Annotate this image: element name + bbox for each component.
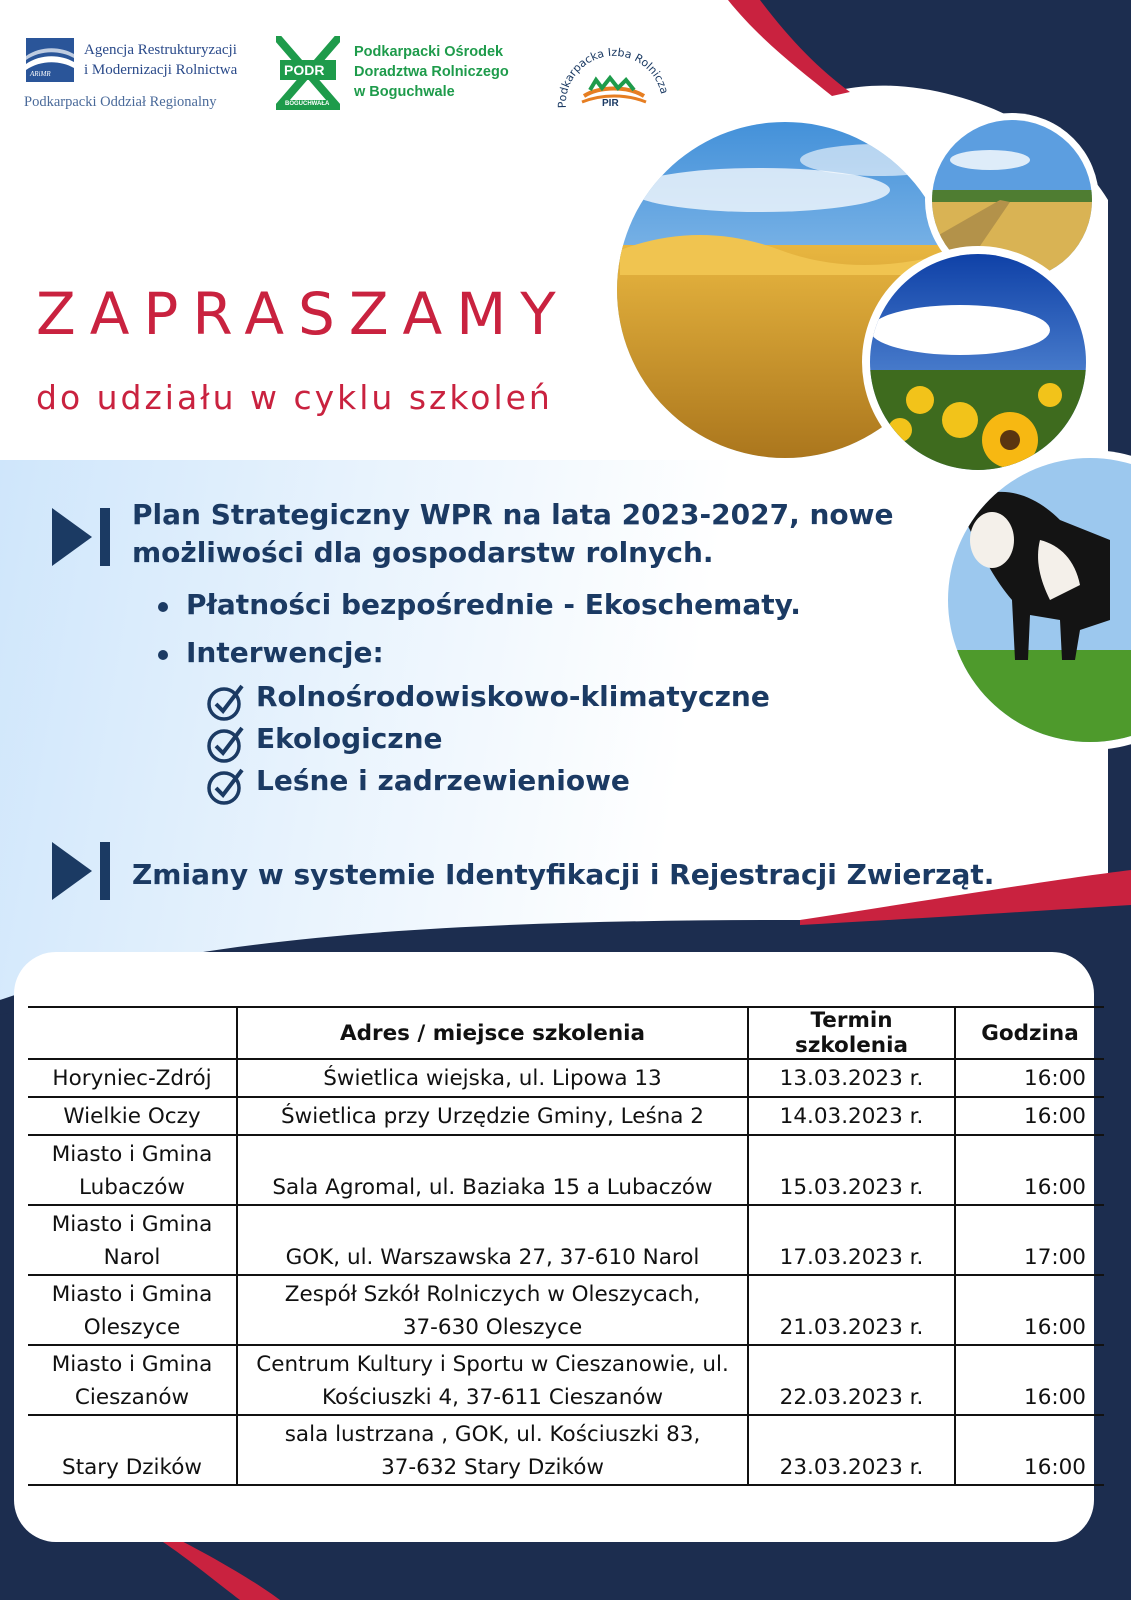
arimr-line1: Agencja Restrukturyzacji xyxy=(84,42,237,58)
pir-arc-text: Podkarpacka Izba Rolnicza xyxy=(555,45,671,109)
arimr-line2: i Modernizacji Rolnictwa xyxy=(84,62,238,78)
cell-text: Kościuszki 4, 37-611 Cieszanów xyxy=(321,1385,664,1410)
table-header-row xyxy=(28,1007,1104,1059)
podr-line3: w Boguchwale xyxy=(354,84,455,100)
check-item-2: Ekologiczne xyxy=(256,722,443,755)
header-place xyxy=(28,1007,237,1059)
cell-place xyxy=(28,1205,237,1275)
play-marker-icon xyxy=(52,842,116,900)
check-circle-icon xyxy=(206,682,246,722)
cell-address xyxy=(237,1345,748,1415)
podr-line2: Doradztwa Rolniczego xyxy=(354,64,509,80)
cell-address xyxy=(237,1415,748,1485)
schedule-table xyxy=(28,1006,1104,1486)
podr-sub: BOGUCHWAŁA xyxy=(285,101,330,107)
cell-date: 21.03.2023 r. xyxy=(748,1275,955,1345)
cell-hour: 16:00 xyxy=(955,1345,1104,1415)
check-circle-icon xyxy=(206,766,246,806)
cell-text: Miasto i Gmina xyxy=(51,1352,213,1377)
bullet-dot-icon xyxy=(158,650,168,660)
table-row xyxy=(28,1345,1104,1415)
cell-text: Wielkie Oczy xyxy=(63,1103,201,1129)
cell-text: Lubaczów xyxy=(79,1175,185,1200)
arimr-line3: Podkarpacki Oddział Regionalny xyxy=(24,94,217,110)
pir-abbr: PIR xyxy=(602,98,619,109)
cell-hour: 16:00 xyxy=(955,1097,1104,1135)
cell-text: 37-632 Stary Dzików xyxy=(381,1455,604,1480)
bullet-dot-icon xyxy=(158,602,168,612)
cell-text: Świetlica przy Urzędzie Gminy, Leśna 2 xyxy=(281,1103,704,1129)
table-row xyxy=(28,1275,1104,1345)
cell-hour: 16:00 xyxy=(955,1059,1104,1097)
page-subtitle: do udziału w cyklu szkoleń xyxy=(36,378,553,417)
cell-address xyxy=(237,1205,748,1275)
cell-place xyxy=(28,1135,237,1205)
cell-place xyxy=(28,1345,237,1415)
bullet-interventions: Interwencje: xyxy=(186,636,384,669)
cell-text: Oleszyce xyxy=(83,1315,181,1340)
cell-place xyxy=(28,1415,237,1485)
table-row xyxy=(28,1415,1104,1485)
cell-text: Centrum Kultury i Sportu w Cieszanowie, ul. xyxy=(256,1352,729,1377)
cell-text: sala lustrzana , GOK, ul. Kościuszki 83, xyxy=(284,1422,701,1447)
header-date: Termin szkolenia xyxy=(748,1007,955,1059)
play-marker-icon xyxy=(52,508,116,566)
cell-text: 37-630 Oleszyce xyxy=(402,1315,583,1340)
cell-text: Zespół Szkół Rolniczych w Oleszycach, xyxy=(284,1282,701,1307)
cell-address xyxy=(237,1097,748,1135)
cell-hour: 16:00 xyxy=(955,1415,1104,1485)
cell-date: 13.03.2023 r. xyxy=(748,1059,955,1097)
cell-text: Horyniec-Zdrój xyxy=(52,1065,212,1091)
cell-text: Miasto i Gmina xyxy=(51,1282,213,1307)
header-hour: Godzina xyxy=(955,1007,1104,1059)
cell-date: 15.03.2023 r. xyxy=(748,1135,955,1205)
cell-text: Cieszanów xyxy=(74,1385,190,1410)
cell-date: 14.03.2023 r. xyxy=(748,1097,955,1135)
podr-logo xyxy=(276,36,536,112)
cell-date: 17.03.2023 r. xyxy=(748,1205,955,1275)
cell-text: Stary Dzików xyxy=(62,1455,202,1480)
cell-date: 22.03.2023 r. xyxy=(748,1345,955,1415)
cell-text: Świetlica wiejska, ul. Lipowa 13 xyxy=(323,1065,662,1091)
page-title: ZAPRASZAMY xyxy=(36,280,570,348)
cell-address xyxy=(237,1135,748,1205)
cell-place xyxy=(28,1275,237,1345)
bullet-payments: Płatności bezpośrednie - Ekoschematy. xyxy=(186,588,801,621)
table-row xyxy=(28,1205,1104,1275)
cell-text: Miasto i Gmina xyxy=(51,1142,213,1167)
header-address: Adres / miejsce szkolenia xyxy=(237,1007,748,1059)
cell-text: Narol xyxy=(103,1245,161,1270)
topic-1 xyxy=(132,496,894,572)
topic-2 xyxy=(132,856,994,894)
pir-logo xyxy=(552,30,676,120)
table-row xyxy=(28,1097,1104,1135)
cell-place xyxy=(28,1059,237,1097)
arimr-abbr: ARiMR xyxy=(30,70,51,78)
cell-place xyxy=(28,1097,237,1135)
cell-hour: 17:00 xyxy=(955,1205,1104,1275)
cell-text: GOK, ul. Warszawska 27, 37-610 Narol xyxy=(285,1245,700,1270)
podr-abbr: PODR xyxy=(284,62,325,78)
check-item-1: Rolnośrodowiskowo-klimatyczne xyxy=(256,680,770,713)
check-item-3: Leśne i zadrzewieniowe xyxy=(256,764,630,797)
cell-address xyxy=(237,1059,748,1097)
cell-text: Sala Agromal, ul. Baziaka 15 a Lubaczów xyxy=(272,1175,713,1200)
topic-2-line1: Zmiany w systemie Identyfikacji i Rejestracji Zwierząt. xyxy=(132,858,995,891)
cell-hour: 16:00 xyxy=(955,1135,1104,1205)
check-circle-icon xyxy=(206,724,246,764)
cell-hour: 16:00 xyxy=(955,1275,1104,1345)
topic-1-line2: możliwości dla gospodarstw rolnych. xyxy=(132,536,714,569)
podr-line1: Podkarpacki Ośrodek xyxy=(354,44,504,60)
cell-date: 23.03.2023 r. xyxy=(748,1415,955,1485)
topic-1-line1: Plan Strategiczny WPR na lata 2023-2027, nowe xyxy=(132,498,894,531)
table-row xyxy=(28,1059,1104,1097)
cell-address xyxy=(237,1275,748,1345)
arimr-logo xyxy=(26,38,276,118)
table-row xyxy=(28,1135,1104,1205)
cell-text: Miasto i Gmina xyxy=(51,1212,213,1237)
